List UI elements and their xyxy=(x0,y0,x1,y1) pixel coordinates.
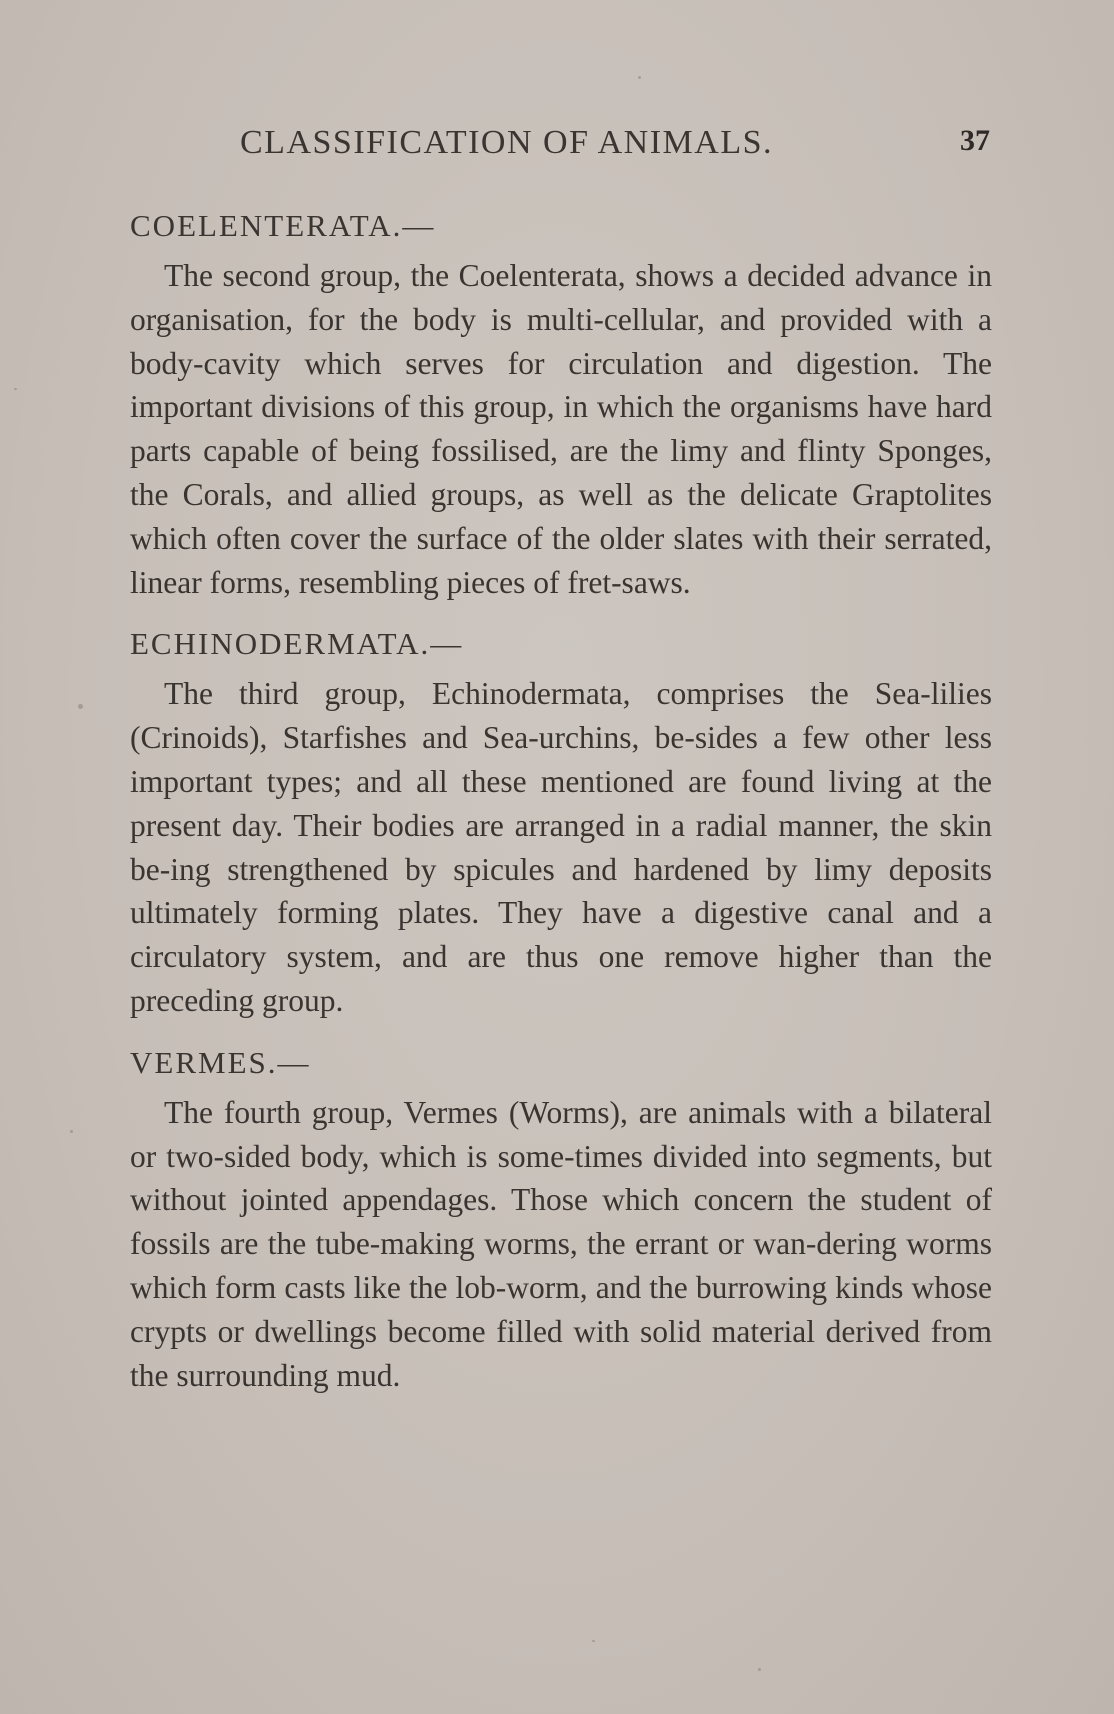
section-paragraph: The fourth group, Vermes (Worms), are animals with a bilateral or two-sided body, which is some-times divided into segments, but without jointed appendages. Those which concern the student of fossils are the tube-making worms, the errant or wan-dering worms which form casts like the lob-worm, and the burrowing kinds whose crypts or dwellings become filled with solid material derived from the surrounding mud. xyxy=(130,1094,992,1393)
paper-speck xyxy=(758,1668,761,1671)
section-coelenterata xyxy=(130,204,992,604)
section-heading: VERMES.— xyxy=(130,1044,311,1080)
page-number: 37 xyxy=(960,124,990,157)
running-title: CLASSIFICATION OF ANIMALS. xyxy=(240,124,774,161)
running-head xyxy=(0,124,1114,168)
section-heading: ECHINODERMATA.— xyxy=(130,626,464,662)
paper-speck xyxy=(70,1130,73,1133)
paper-speck xyxy=(592,1640,595,1642)
section-heading: COELENTERATA.— xyxy=(130,208,436,243)
paper-speck xyxy=(638,76,641,79)
page-body xyxy=(130,204,992,1397)
paper-speck xyxy=(14,388,17,390)
section-paragraph: The third group, Echinodermata, comprises the Sea-lilies (Crinoids), Starfishes and Sea-urchins, be-sides a few other less important types; and all these mentioned are found living at the present day. Their bodies are arranged in a radial manner, the skin be-ing strengthened by spicules and hardened by limy deposits ultimately forming plates. They have a digestive canal and a circulatory system, and are thus one remove higher than the preceding group. xyxy=(130,676,992,1018)
section-echinodermata xyxy=(130,622,992,1022)
section-paragraph: The second group, the Coelenterata, shows a decided advance in organisation, for the body is multi-cellular, and provided with a body-cavity which serves for circulation and digestion. The important divisions of this group, in which the organisms have hard parts capable of being fossilised, are the limy and flinty Sponges, the Corals, and allied groups, as well as the delicate Graptolites which often cover the surface of the older slates with their serrated, linear forms, resembling pieces of fret-saws. xyxy=(130,258,992,600)
paper-speck xyxy=(78,704,83,709)
section-vermes xyxy=(130,1041,992,1398)
